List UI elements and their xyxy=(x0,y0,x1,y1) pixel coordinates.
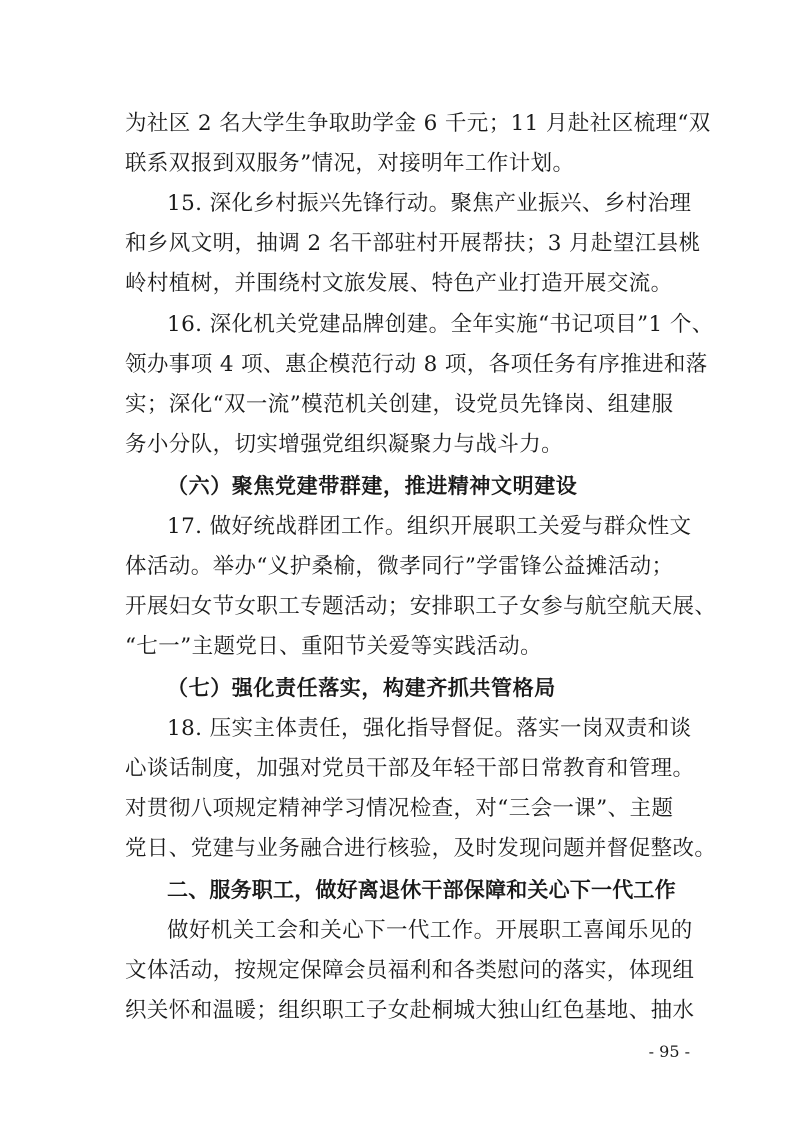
body-line-18: 对贯彻八项规定精神学习情况检查，对“三会一课”、主题 xyxy=(125,796,674,821)
page-number: - 95 - xyxy=(648,1042,690,1061)
body-line-7: 领办事项 4 项、惠企模范行动 8 项，各项任务有序推进和落 xyxy=(125,352,708,377)
body-line-8: 实；深化“双一流”模范机关创建，设党员先锋岗、组建服 xyxy=(125,392,674,417)
body-line-5: 岭村植树，并围绕村文旅发展、特色产业打造开展交流。 xyxy=(125,271,673,296)
body-line-14: “七一”主题党日、重阳节关爱等实践活动。 xyxy=(125,634,542,659)
body-line-23: 织关怀和温暖；组织职工子女赴桐城大独山红色基地、抽水 xyxy=(125,998,695,1023)
chapter-heading-2: 二、服务职工，做好离退休干部保障和关心下一代工作 xyxy=(167,878,676,902)
body-line-12: 体活动。举办“义护桑榆，微孝同行”学雷锋公益摊活动； xyxy=(125,554,674,579)
body-line-13: 开展妇女节女职工专题活动；安排职工子女参与航空航天展、 xyxy=(125,594,717,619)
body-line-19: 党日、党建与业务融合进行核验，及时发现问题并督促整改。 xyxy=(125,836,717,861)
item-18-first-line: 18. 压实主体责任，强化指导督促。落实一岗双责和谈 xyxy=(167,716,692,741)
body-line-21: 做好机关工会和关心下一代工作。开展职工喜闻乐见的 xyxy=(167,918,693,943)
body-line-4: 和乡风文明，抽调 2 名干部驻村开展帮扶；3 月赴望江县桃 xyxy=(125,231,701,256)
body-line-9: 务小分队，切实增强党组织凝聚力与战斗力。 xyxy=(125,432,564,457)
body-line-17: 心谈话制度，加强对党员干部及年轻干部日常教育和管理。 xyxy=(125,756,695,781)
item-16-first-line: 16. 深化机关党建品牌创建。全年实施“书记项目”1 个、 xyxy=(167,312,714,337)
body-line-1: 为社区 2 名大学生争取助学金 6 千元；11 月赴社区梳理“双 xyxy=(125,111,711,136)
item-17-first-line: 17. 做好统战群团工作。组织开展职工关爱与群众性文 xyxy=(167,514,692,539)
item-15-first-line: 15. 深化乡村振兴先锋行动。聚焦产业振兴、乡村治理 xyxy=(167,191,692,216)
body-line-2: 联系双报到双服务”情况，对接明年工作计划。 xyxy=(125,151,575,176)
section-heading-7: （七）强化责任落实，构建齐抓共管格局 xyxy=(167,676,556,700)
body-line-22: 文体活动，按规定保障会员福利和各类慰问的落实，体现组 xyxy=(125,958,695,983)
section-heading-6: （六）聚焦党建带群建，推进精神文明建设 xyxy=(167,474,578,498)
